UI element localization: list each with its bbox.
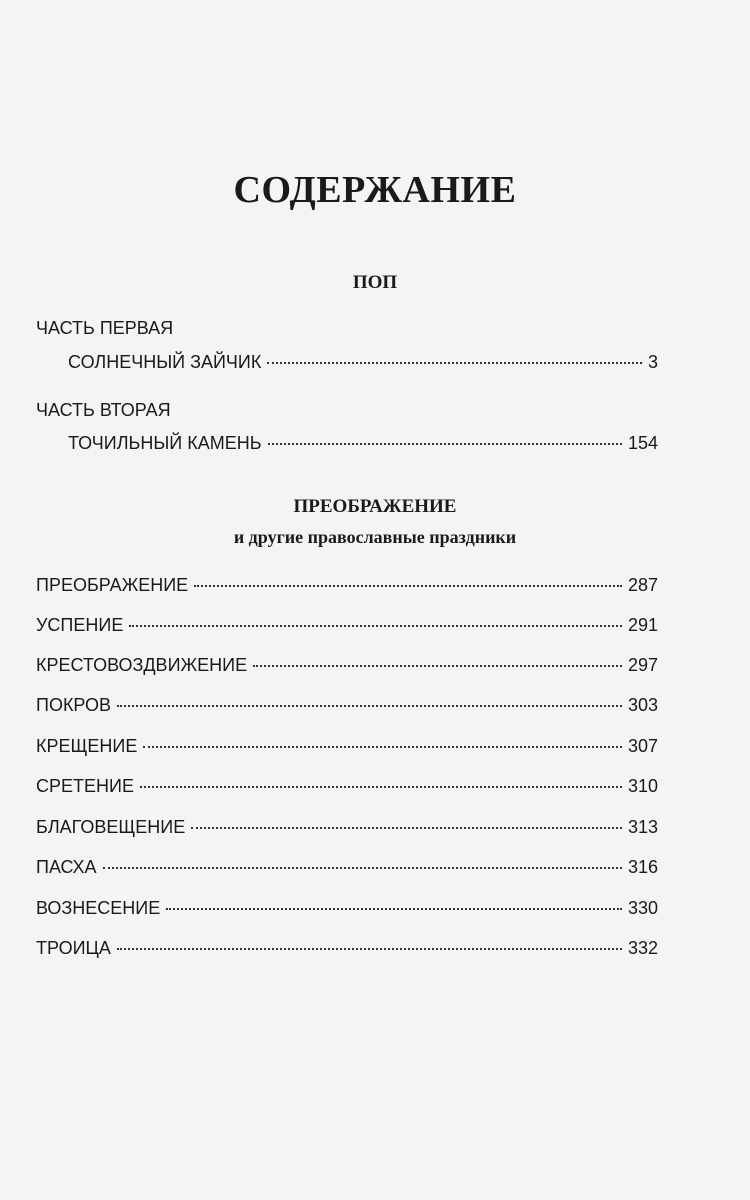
section-subtitle: и другие православные праздники: [233, 527, 517, 547]
toc-leader-dots: [253, 665, 622, 667]
section-title-preobrazhenie: ПРЕОБРАЖЕНИЕ: [293, 496, 457, 517]
toc-entry-title: КРЕЩЕНИЕ: [36, 736, 138, 756]
toc-entry-page: 291: [627, 615, 658, 635]
section-title-pop: ПОП: [352, 272, 398, 293]
toc-leader-dots: [268, 443, 622, 445]
toc-entry[interactable]: [36, 736, 658, 760]
part-label-2: ЧАСТЬ ВТОРАЯ: [36, 400, 171, 420]
toc-entry[interactable]: [36, 575, 658, 599]
toc-entry[interactable]: [68, 352, 658, 376]
toc-entry-page: 154: [627, 433, 658, 453]
toc-entry[interactable]: [36, 938, 658, 962]
toc-leader-dots: [129, 625, 622, 627]
toc-entry-title: ПОКРОВ: [36, 695, 112, 715]
toc-entry-page: 287: [627, 575, 658, 595]
toc-entry[interactable]: [36, 615, 658, 639]
toc-entry-page: 332: [627, 938, 658, 958]
toc-entry-title: ПАСХА: [36, 857, 97, 877]
toc-leader-dots: [267, 362, 642, 364]
toc-leader-dots: [194, 585, 622, 587]
toc-entry-title: КРЕСТОВОЗДВИЖЕНИЕ: [36, 655, 248, 675]
toc-leader-dots: [191, 827, 622, 829]
toc-entry-page: 310: [627, 776, 658, 796]
toc-leader-dots: [117, 705, 622, 707]
toc-leader-dots: [140, 786, 622, 788]
toc-leader-dots: [143, 746, 622, 748]
toc-entry[interactable]: [36, 857, 658, 881]
toc-leader-dots: [117, 948, 622, 950]
toc-leader-dots: [103, 867, 622, 869]
toc-entry-page: 3: [647, 352, 658, 372]
toc-entry[interactable]: [36, 695, 658, 719]
toc-entry-page: 307: [627, 736, 658, 756]
toc-entry-title: ТРОИЦА: [36, 938, 111, 958]
toc-entry-title: СРЕТЕНИЕ: [36, 776, 134, 796]
page-title: СОДЕРЖАНИЕ: [233, 169, 517, 211]
toc-entry-title: ТОЧИЛЬНЫЙ КАМЕНЬ: [68, 433, 262, 453]
toc-entry-title: УСПЕНИЕ: [36, 615, 124, 635]
toc-entry-title: ПРЕОБРАЖЕНИЕ: [36, 575, 189, 595]
toc-entry-page: 313: [627, 817, 658, 837]
toc-entry-page: 330: [627, 898, 658, 918]
toc-entry[interactable]: [36, 898, 658, 922]
toc-entry-title: БЛАГОВЕЩЕНИЕ: [36, 817, 186, 837]
toc-entry-page: 316: [627, 857, 658, 877]
toc-entry[interactable]: [36, 817, 658, 841]
toc-entry-page: 303: [627, 695, 658, 715]
toc-entry[interactable]: [36, 655, 658, 679]
toc-leader-dots: [166, 908, 622, 910]
part-label-1: ЧАСТЬ ПЕРВАЯ: [36, 318, 174, 338]
toc-entry[interactable]: [36, 776, 658, 800]
toc-entry-title: ВОЗНЕСЕНИЕ: [36, 898, 161, 918]
toc-entry-page: 297: [627, 655, 658, 675]
toc-entry-title: СОЛНЕЧНЫЙ ЗАЙЧИК: [68, 352, 262, 372]
toc-entry[interactable]: [68, 433, 658, 457]
